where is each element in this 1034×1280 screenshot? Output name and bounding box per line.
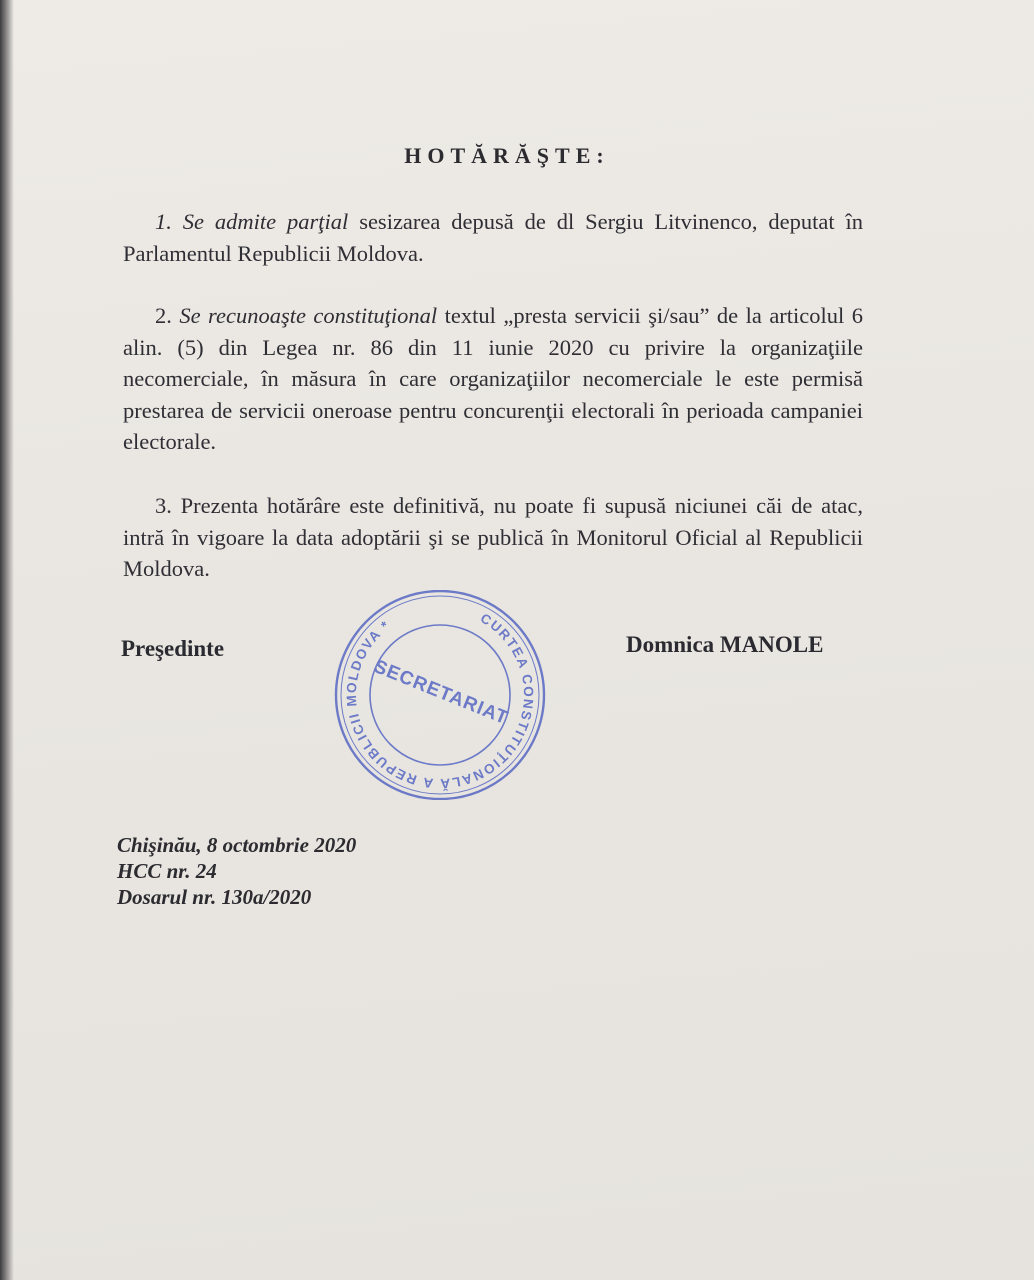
signature-name: Domnica MANOLE [626, 632, 824, 657]
footer-file-number: Dosarul nr. 130a/2020 [117, 885, 312, 909]
footer-place-date: Chişinău, 8 octombrie 2020 [117, 833, 357, 857]
decision-item-2 [123, 300, 863, 458]
decision-item-1 [123, 206, 863, 269]
document-footer [117, 832, 356, 910]
item-1-italic: 1. Se admite parţial [155, 209, 349, 234]
signature-role: Preşedinte [121, 636, 225, 661]
page-edge-shadow [0, 0, 14, 1280]
stamp-center-text: SECRETARIAT [370, 656, 512, 730]
item-2-number: 2. [155, 303, 180, 328]
decision-item-3 [123, 490, 863, 585]
official-stamp [330, 590, 550, 800]
document-heading: HOTĂRĂŞTE: [404, 143, 610, 168]
item-2-italic: Se recunoaşte constituţional [179, 303, 438, 328]
stamp-ring-path: CURTEA CONSTITUŢIONALĂ A REPUBLICII MOLDOVA * [343, 610, 537, 792]
item-2-text: textul „presta servicii şi/sau” de la articolul 6 alin. (5) din Legea nr. 86 din 11 iunie 2020 cu privire la organizaţiile necomerciale, în măsura în care organizaţiilor necomerciale le este permisă prestarea de servicii oneroase pentru concurenţii electorali în perioada campaniei electorale. [123, 303, 864, 454]
item-3-text: 3. Prezenta hotărâre este definitivă, nu poate fi supusă niciunei căi de atac, intră în vigoare la data adoptării şi se publică în Monitorul Oficial al Republicii Moldova. [123, 493, 863, 581]
item-1-text: sesizarea depusă de dl Sergiu Litvinenco, deputat în Parlamentul Republicii Moldova. [123, 209, 863, 266]
footer-decision-number: HCC nr. 24 [117, 859, 217, 883]
